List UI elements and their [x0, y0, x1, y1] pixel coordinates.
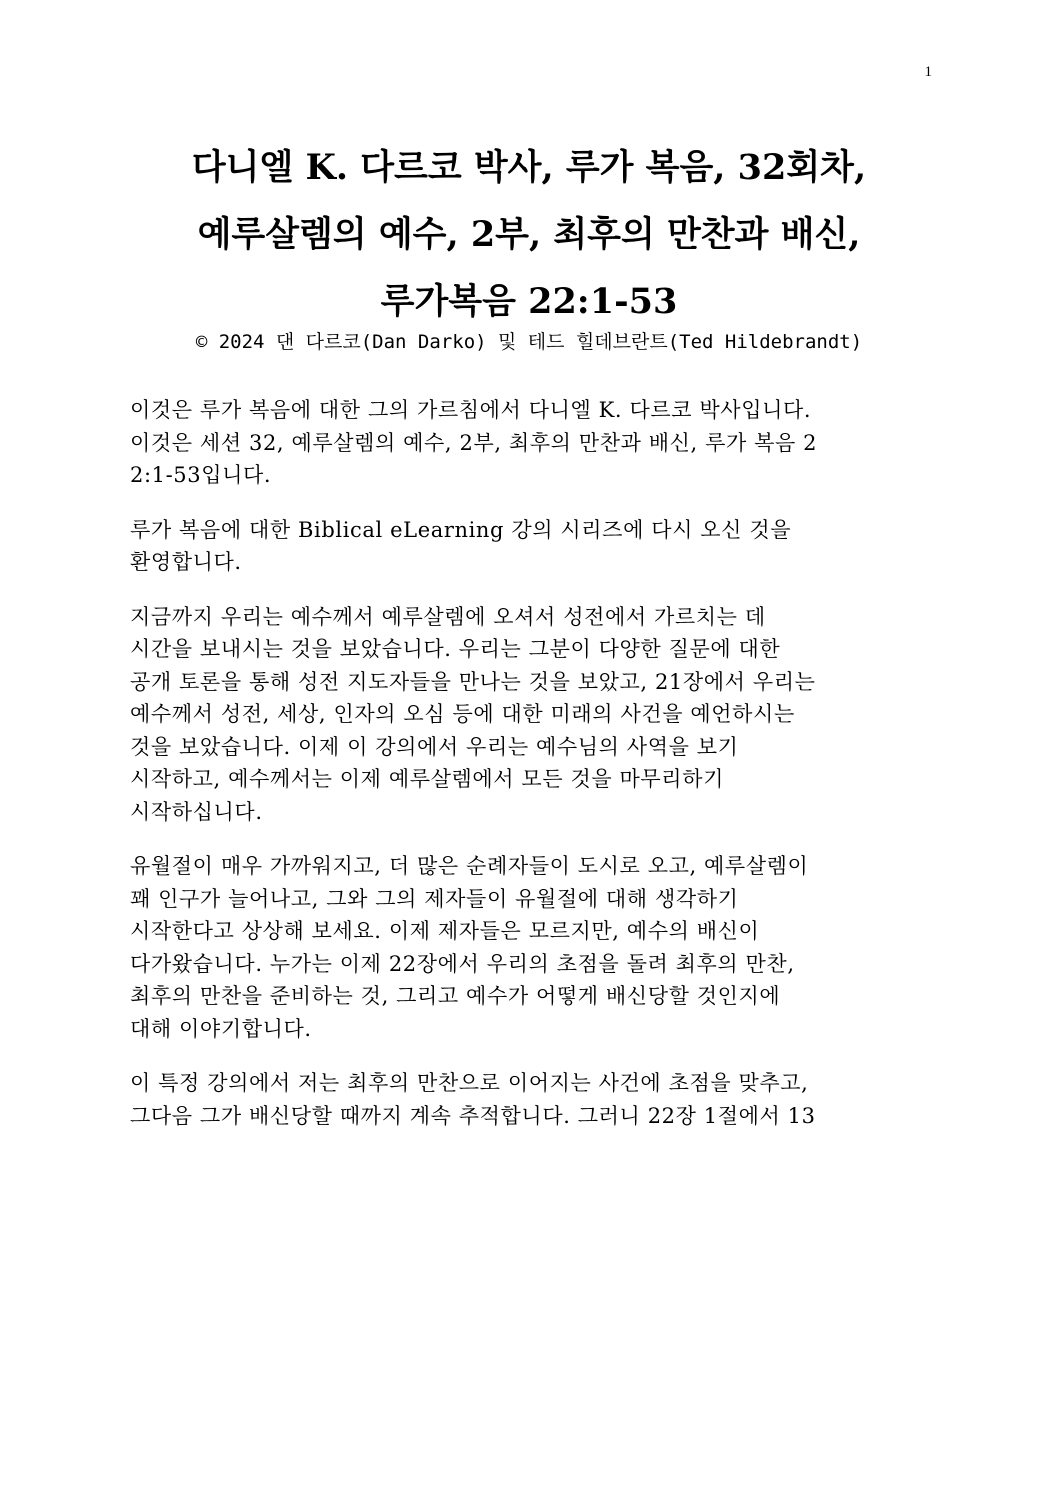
- page-number: 1: [924, 64, 932, 80]
- text-line: 예수께서 성전, 세상, 인자의 오심 등에 대한 미래의 사건을 예언하시는: [130, 702, 795, 726]
- document-body: [130, 394, 930, 1154]
- text-line: 대해 이야기합니다.: [130, 1016, 312, 1041]
- document-title: [100, 134, 958, 335]
- text-line: 시간을 보내시는 것을 보았습니다. 우리는 그분이 다양한 질문에 대한: [130, 637, 781, 661]
- paragraph: [130, 601, 930, 829]
- paragraph: [130, 1067, 930, 1132]
- text-line: 환영합니다.: [130, 550, 242, 574]
- text-line: 꽤 인구가 늘어나고, 그와 그의 제자들이 유월절에 대해 생각하기: [130, 886, 739, 911]
- text-line: 이것은 세션 32, 예루살렘의 예수, 2부, 최후의 만찬과 배신, 루가 복음 2: [130, 430, 818, 455]
- text-line: 지금까지 우리는 예수께서 예루살렘에 오셔서 성전에서 가르치는 데: [130, 604, 766, 629]
- text-line: 공개 토론을 통해 성전 지도자들을 만나는 것을 보았고, 21장에서 우리는: [130, 669, 816, 694]
- paragraph: [130, 514, 930, 579]
- text-line: 2:1-53입니다.: [130, 463, 272, 487]
- text-line: 그다음 그가 배신당할 때까지 계속 추적합니다. 그러니 22장 1절에서 13: [130, 1103, 816, 1128]
- title-line: 루가복음 22:1-53: [380, 281, 678, 322]
- text-line: 유월절이 매우 가까워지고, 더 많은 순례자들이 도시로 오고, 예루살렘이: [130, 854, 809, 878]
- title-line: 다니엘 K. 다르코 박사, 루가 복음, 32회차,: [191, 147, 867, 188]
- text-line: 다가왔습니다. 누가는 이제 22장에서 우리의 초점을 돌려 최후의 만찬,: [130, 951, 795, 976]
- title-line: 예루살렘의 예수, 2부, 최후의 만찬과 배신,: [197, 214, 861, 255]
- paragraph: [130, 850, 930, 1045]
- text-line: 이것은 루가 복음에 대한 그의 가르침에서 다니엘 K. 다르코 박사입니다.: [130, 398, 812, 422]
- copyright-notice: © 2024 댄 다르코(Dan Darko) 및 테드 힐데브란트(Ted Hildebrandt): [195, 331, 863, 353]
- text-line: 이 특정 강의에서 저는 최후의 만찬으로 이어지는 사건에 초점을 맞추고,: [130, 1071, 809, 1095]
- text-line: 것을 보았습니다. 이제 이 강의에서 우리는 예수님의 사역을 보기: [130, 734, 739, 759]
- text-line: 시작한다고 상상해 보세요. 이제 제자들은 모르지만, 예수의 배신이: [130, 919, 760, 943]
- text-line: 시작하고, 예수께서는 이제 예루살렘에서 모든 것을 마무리하기: [130, 767, 724, 791]
- text-line: 루가 복음에 대한 Biblical eLearning 강의 시리즈에 다시 오신 것을: [130, 517, 792, 542]
- text-line: 최후의 만찬을 준비하는 것, 그리고 예수가 어떻게 배신당할 것인지에: [130, 984, 781, 1008]
- text-line: 시작하십니다.: [130, 799, 263, 824]
- paragraph: [130, 394, 930, 492]
